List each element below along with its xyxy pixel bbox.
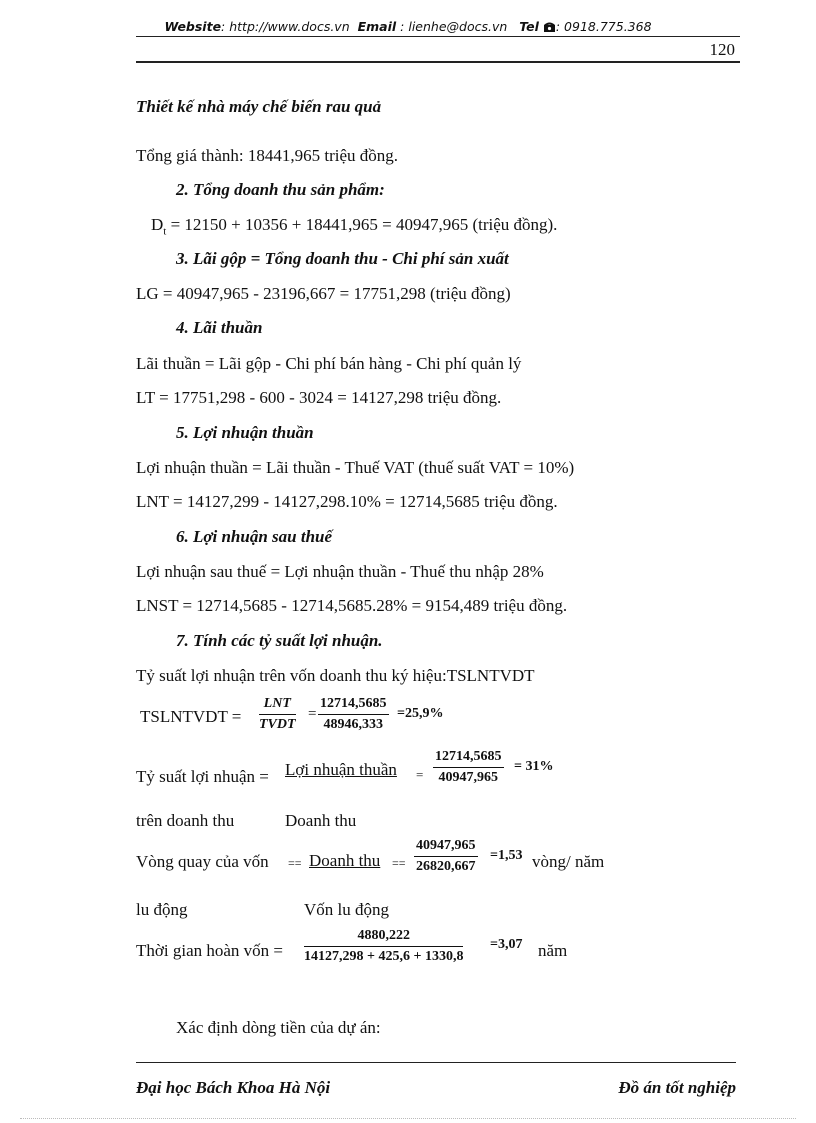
f4-denominator: 14127,298 + 425,6 + 1330,8 <box>304 949 464 964</box>
f2-fraction <box>433 749 504 786</box>
heading-4: 4. Lãi thuần <box>176 318 263 337</box>
f1-fraction-symbols <box>259 696 296 733</box>
net-profit-line: LNT = 14127,299 - 14127,298.10% = 12714,5685 triệu đồng. <box>136 492 558 511</box>
f2-under-right: Doanh thu <box>285 811 357 830</box>
tel-value: : 0918.775.368 <box>555 19 652 34</box>
page-bottom-dotted-line <box>20 1118 796 1119</box>
page-number: 120 <box>709 40 735 59</box>
after-tax-definition: Lợi nhuận sau thuế = Lợi nhuận thuần - Thuế thu nhập 28% <box>136 562 544 581</box>
heading-2: 2. Tổng doanh thu sản phẩm: <box>176 180 385 199</box>
f3-denominator: 26820,667 <box>416 859 476 874</box>
heading-3: 3. Lãi gộp = Tổng doanh thu - Chi phí sản xuất <box>176 249 509 268</box>
f2-denominator: 40947,965 <box>438 770 498 785</box>
total-cost-line: Tổng giá thành: 18441,965 triệu đồng. <box>136 146 399 165</box>
f3-unit: vòng/ năm <box>532 852 605 871</box>
f3-result: =1,53 <box>490 848 523 863</box>
f3-equals-1: == <box>288 856 302 870</box>
f3-under-right: Vốn lu động <box>304 900 389 919</box>
f4-result: =3,07 <box>490 937 523 952</box>
net-income-line: LT = 17751,298 - 600 - 3024 = 14127,298 triệu đồng. <box>136 388 502 407</box>
tel-label: Tel <box>519 19 539 34</box>
f3-numerator: 40947,965 <box>414 838 478 857</box>
f1-fraction-values <box>318 696 389 733</box>
net-profit-definition: Lợi nhuận thuần = Lãi thuần - Thuế VAT (thuế suất VAT = 10%) <box>136 458 575 477</box>
f1-numerator-2: 12714,5685 <box>318 696 389 715</box>
dt-expression: = 12150 + 10356 + 18441,965 = 40947,965 (triệu đồng). <box>166 215 558 234</box>
revenue-formula <box>151 215 557 237</box>
dt-subscript: t <box>163 225 167 238</box>
f1-numerator-1: LNT <box>259 696 296 715</box>
f3-word: Doanh thu <box>309 851 381 870</box>
website-label: Website <box>164 19 222 34</box>
heading-7: 7. Tính các tỷ suất lợi nhuận. <box>176 631 383 650</box>
f2-result: = 31% <box>514 759 554 774</box>
f1-denominator-2: 48946,333 <box>323 717 383 732</box>
f1-equals: = <box>308 706 317 722</box>
phone-icon <box>543 21 556 36</box>
f2-lhs: Tỷ suất lợi nhuận = <box>136 767 269 786</box>
f1-denominator-1: TVDT <box>259 717 296 732</box>
header-rule-bottom <box>136 61 740 63</box>
f2-under-left: trên doanh thu <box>136 811 235 830</box>
email-label: Email <box>357 19 397 34</box>
after-tax-line: LNST = 12714,5685 - 12714,5685.28% = 9154,489 triệu đồng. <box>136 596 568 615</box>
f2-numerator: 12714,5685 <box>433 749 504 768</box>
f1-result: =25,9% <box>397 706 444 721</box>
ratio-intro: Tỷ suất lợi nhuận trên vốn doanh thu ký hiệu:TSLNTVDT <box>136 666 535 685</box>
dt-symbol: D <box>151 215 164 234</box>
footer-rule <box>136 1062 736 1063</box>
footer-right: Đồ án tốt nghiệp <box>618 1078 736 1097</box>
f2-word: Lợi nhuận thuần <box>285 760 397 779</box>
heading-6: 6. Lợi nhuận sau thuế <box>176 527 333 546</box>
heading-5: 5. Lợi nhuận thuần <box>176 423 314 442</box>
f3-equals-2: == <box>392 856 406 870</box>
gross-profit-line: LG = 40947,965 - 23196,667 = 17751,298 (triệu đồng) <box>136 284 511 303</box>
email-value[interactable]: : lienhe@docs.vn <box>400 19 508 34</box>
f3-under-left: lu động <box>136 900 188 919</box>
f3-lhs: Vòng quay của vốn <box>136 852 269 871</box>
f1-lhs: TSLNTVDT = <box>140 707 242 726</box>
cash-flow-line: Xác định dòng tiền của dự án: <box>176 1018 381 1037</box>
website-url[interactable]: : http://www.docs.vn <box>221 19 350 34</box>
f4-numerator: 4880,222 <box>304 928 463 947</box>
f3-fraction <box>414 838 478 875</box>
header-rule-top <box>136 36 740 37</box>
f2-equals: = <box>416 767 424 782</box>
doc-title: Thiết kế nhà máy chế biến rau quả <box>136 97 382 116</box>
f4-fraction <box>304 928 463 965</box>
header-contact-line <box>0 19 816 36</box>
f4-unit: năm <box>538 941 568 960</box>
footer-left: Đại học Bách Khoa Hà Nội <box>136 1078 331 1097</box>
net-income-definition: Lãi thuần = Lãi gộp - Chi phí bán hàng - Chi phí quản lý <box>136 354 522 373</box>
f4-lhs: Thời gian hoàn vốn = <box>136 941 283 960</box>
